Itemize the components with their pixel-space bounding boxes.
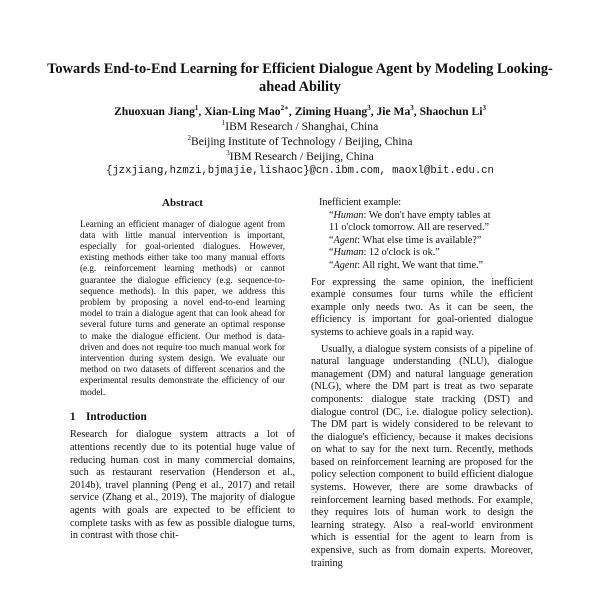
section-title: Introduction xyxy=(86,410,147,423)
author-affiliation-mark: 3 xyxy=(410,104,414,113)
author: Xian-Ling Mao xyxy=(204,105,281,118)
introduction-paragraph: Research for dialogue system attracts a lot of attentions recently due to its potential huge value of reducing human cost in many commercial domains, such as restaurant reservation (Henderson et al., 2014b), travel planning (Peng et al., 2017) and retail service (Zhang et al., 2019). The majority of dialogue agents with goals are expected to be efficient to complete tasks with as few as possible dialogue turns, in contrast with those chit- xyxy=(70,429,295,542)
body-paragraph: For expressing the same opinion, the inefficient example consumes four turns while the efficient example only needs two. As it can be seen, the efficiency is important for goal-oriented dialogue systems to achieve goals in a rapid way. xyxy=(311,276,533,338)
paper-title: Towards End-to-End Learning for Efficient Dialogue Agent by Modeling Looking-ahead Ability xyxy=(47,61,553,95)
affiliation: $^1$IBM Research / Shanghai, China xyxy=(221,119,379,133)
corresponding-mark: ∗ xyxy=(284,104,289,113)
author: Ziming Huang xyxy=(294,105,368,118)
section-number: 1 xyxy=(70,410,76,423)
abstract-text: Learning an efficient manager of dialogue agent from data with little manual intervention is important, especially for goal-oriented dialogues. However, existing methods either take too many manual efforts (e.g. reinforcement learning methods) or cannot guarantee the dialogue efficiency (e.g. sequence-to-sequence methods). In this paper, we address this problem by proposing a novel end-to-end learning model to train a dialogue agent that can look ahead for several future turns and generate an optimal response to make the dialogue efficient. Our method is data-driven and does not require too much manual work for intervention during system design. We evaluate our method on two datasets of different scenarios and the experimental results demonstrate the efficiency of our model. xyxy=(80,218,285,397)
affiliation: $^3$IBM Research / Beijing, China xyxy=(226,149,374,163)
example-line: 11 o'clock tomorrow. All are reserved.” xyxy=(329,222,490,234)
author: Shaochun Li xyxy=(419,105,483,118)
affiliation: $^2$Beijing Institute of Technology / Beijing, China xyxy=(187,134,413,148)
example-label: Inefficient example: xyxy=(319,197,402,208)
author-list: Zhuoxuan Jiang$^1$, Xian-Ling Mao$^{2∗}$, Ziming Huang$^3$, Jie Ma$^3$, Shaochun Li$^3$ xyxy=(114,104,486,118)
right-column xyxy=(311,197,533,574)
abstract-heading: Abstract xyxy=(162,197,203,209)
author-affiliation-mark: 2 xyxy=(280,104,285,113)
left-column xyxy=(70,197,295,543)
author-affiliation-mark: 3 xyxy=(482,104,486,113)
example-line: “Human: 12 o'clock is ok.” xyxy=(329,247,440,259)
author: Jie Ma xyxy=(376,105,411,118)
author: Zhuoxuan Jiang xyxy=(114,105,195,118)
email-list: {jzxjiang,hzmzi,bjmajie,lishaoc}@cn.ibm.com, maoxl@bit.edu.cn xyxy=(106,165,494,177)
author-affiliation-mark: 1 xyxy=(194,104,199,113)
author-affiliation-mark: 3 xyxy=(367,104,371,113)
dialogue-example xyxy=(311,197,533,273)
example-line: “Agent: All right. We want that time.” xyxy=(329,259,484,271)
example-line: “Human: We don't have empty tables at xyxy=(329,209,491,221)
section-heading-introduction xyxy=(70,411,295,424)
author-block xyxy=(30,104,570,179)
example-line: “Agent: What else time is available?” xyxy=(329,234,482,246)
body-paragraph: Usually, a dialogue system consists of a pipeline of natural language understanding (NLU), dialogue management (DM) and natural language generation (NLG), where the DM part is treat as two separate components: dialogue state tracking (DST) and dialogue control (DC, i.e. dialogue policy selection). The DM part is widely considered to be relevant to the dialogue's efficiency, because it makes decisions on what to say for the next turn. Recently, methods based on reinforcement learning are proposed for the policy selection component to build efficient dialogue systems. However, there are some drawbacks of reinforcement learning based methods. For example, they requires lots of human work to design the learning strategy. Also a real-world environment which is essential for the agent to learn from is expensive, such as from domain experts. Moreover, training xyxy=(311,343,533,569)
